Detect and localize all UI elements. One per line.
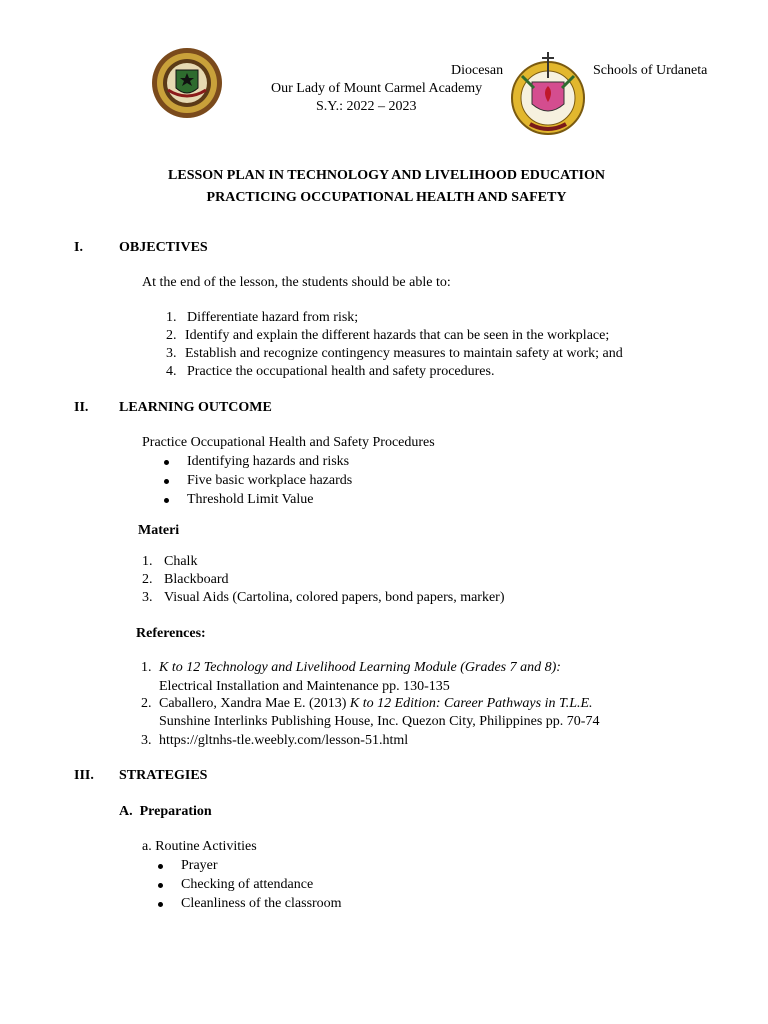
header-academy: Our Lady of Mount Carmel Academy: [271, 81, 483, 96]
header-schools: Schools of Urdaneta: [593, 63, 708, 78]
diocese-seal-right-icon: [508, 48, 588, 140]
bullet-icon: [158, 883, 163, 888]
list-item: 1. Chalk: [142, 554, 198, 569]
header-diocesan: Diocesan: [451, 63, 504, 78]
list-item: 3. Visual Aids (Cartolina, colored papers, bond papers, marker): [142, 590, 505, 605]
bullet-icon: [164, 498, 169, 503]
references-heading: References:: [136, 626, 206, 641]
list-item: 1. Differentiate hazard from risk;: [166, 310, 359, 325]
section-heading-objectives: OBJECTIVES: [119, 240, 208, 255]
section-numeral-2: II.: [74, 400, 89, 415]
bullet-icon: [164, 479, 169, 484]
list-item: 3. https://gltnhs-tle.weebly.com/lesson-51.html: [141, 733, 409, 748]
list-item: Checking of attendance: [158, 876, 313, 894]
reference-link[interactable]: https://gltnhs-tle.weebly.com/lesson-51.html: [159, 733, 409, 748]
list-item: 4. Practice the occupational health and safety procedures.: [166, 364, 495, 379]
bullet-icon: [158, 902, 163, 907]
list-item: 2. Blackboard: [142, 572, 229, 587]
list-item: 2. Identify and explain the different hazards that can be seen in the workplace;: [166, 328, 610, 343]
list-item: 2. Caballero, Xandra Mae E. (2013) K to 12 Edition: Career Pathways in T.L.E.: [141, 696, 593, 711]
learning-outcome-intro: Practice Occupational Health and Safety Procedures: [142, 435, 435, 450]
section-numeral-3: III.: [74, 768, 94, 783]
list-item: 3. Establish and recognize contingency measures to maintain safety at work; and: [166, 346, 623, 361]
list-item: Prayer: [158, 857, 218, 875]
bullet-icon: [164, 460, 169, 465]
list-item: Threshold Limit Value: [164, 491, 314, 509]
title-line-1: LESSON PLAN IN TECHNOLOGY AND LIVELIHOOD EDUCATION: [168, 168, 605, 183]
title-line-2: PRACTICING OCCUPATIONAL HEALTH AND SAFETY: [206, 190, 567, 205]
materials-heading: Materi: [138, 523, 180, 538]
routine-label: a. Routine Activities: [142, 839, 257, 854]
header-school-year: S.Y.: 2022 – 2023: [316, 99, 417, 114]
list-item: 1. K to 12 Technology and Livelihood Learning Module (Grades 7 and 8):: [141, 660, 561, 675]
bullet-icon: [158, 864, 163, 869]
objectives-intro: At the end of the lesson, the students should be able to:: [142, 275, 451, 290]
list-item: Identifying hazards and risks: [164, 453, 349, 471]
sub-heading-preparation: A. Preparation: [119, 804, 212, 819]
section-heading-strategies: STRATEGIES: [119, 768, 208, 783]
section-numeral-1: I.: [74, 240, 83, 255]
reference-line-2: Electrical Installation and Maintenance pp. 130-135: [159, 679, 450, 694]
school-seal-left-icon: [150, 46, 224, 120]
reference-line-2: Sunshine Interlinks Publishing House, Inc. Quezon City, Philippines pp. 70-74: [159, 714, 600, 729]
section-heading-learning-outcome: LEARNING OUTCOME: [119, 400, 272, 415]
list-item: Five basic workplace hazards: [164, 472, 352, 490]
list-item: Cleanliness of the classroom: [158, 895, 342, 913]
